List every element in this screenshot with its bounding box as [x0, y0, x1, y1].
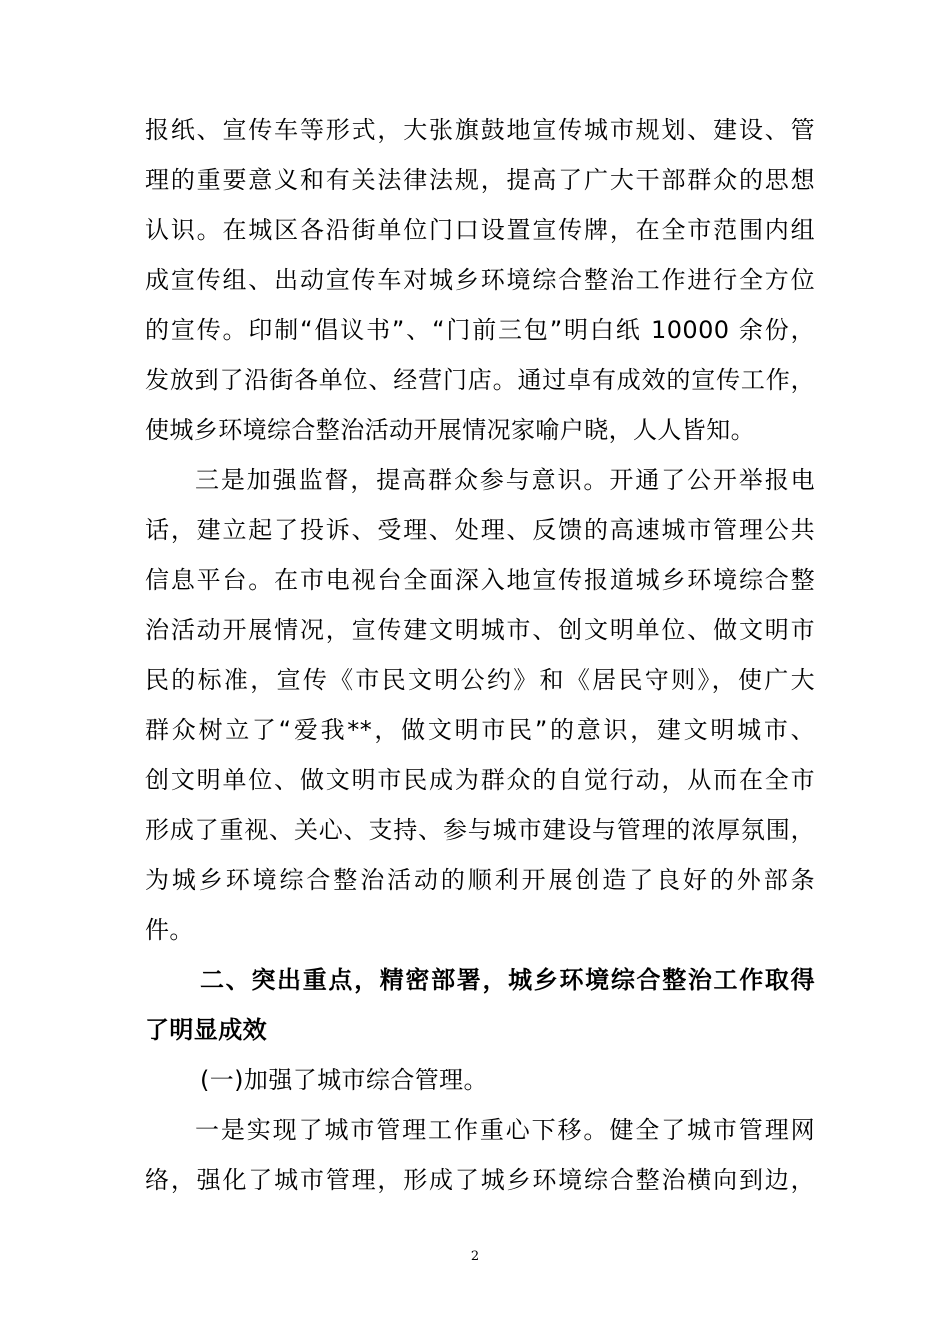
body-text-line: 报纸、宣传车等形式，大张旗鼓地宣传城市规划、建设、管	[145, 116, 815, 144]
body-text-line: 形成了重视、关心、支持、参与城市建设与管理的浓厚氛围，	[145, 816, 815, 844]
body-text-line: 治活动开展情况，宣传建文明城市、创文明单位、做文明市	[145, 616, 815, 644]
body-text-line: 认识。在城区各沿街单位门口设置宣传牌，在全市范围内组	[145, 216, 815, 244]
body-text-line: 成宣传组、出动宣传车对城乡环境综合整治工作进行全方位	[145, 266, 815, 294]
section-heading: 二、突出重点，精密部署，城乡环境综合整治工作取得	[200, 966, 815, 994]
body-text-line: 络，强化了城市管理，形成了城乡环境综合整治横向到边，	[145, 1166, 815, 1194]
body-text-line: 话，建立起了投诉、受理、处理、反馈的高速城市管理公共	[145, 516, 815, 544]
body-text-line: 民的标准，宣传《市民文明公约》和《居民守则》，使广大	[145, 666, 815, 694]
body-text-line: 的宣传。印制“倡议书”、“门前三包”明白纸 10000 余份，	[145, 316, 815, 344]
body-text-line: 使城乡环境综合整治活动开展情况家喻户晓，人人皆知。	[145, 416, 755, 444]
body-text-line: 发放到了沿街各单位、经营门店。通过卓有成效的宣传工作，	[145, 366, 815, 394]
subsection-heading: (一)加强了城市综合管理。	[200, 1066, 488, 1094]
body-text-line: 一是实现了城市管理工作重心下移。健全了城市管理网	[195, 1116, 815, 1144]
body-text-line: 为城乡环境综合整治活动的顺利开展创造了良好的外部条	[145, 866, 815, 894]
body-text-line: 理的重要意义和有关法律法规，提高了广大干部群众的思想	[145, 166, 815, 194]
page-number: 2	[470, 1249, 480, 1264]
body-text-line: 件。	[145, 916, 194, 944]
body-text-line: 信息平台。在市电视台全面深入地宣传报道城乡环境综合整	[145, 566, 815, 594]
section-heading: 了明显成效	[145, 1016, 267, 1044]
body-text-line: 三是加强监督，提高群众参与意识。开通了公开举报电	[195, 466, 815, 494]
body-text-line: 群众树立了“爱我**，做文明市民”的意识，建文明城市、	[145, 716, 815, 744]
body-text-line: 创文明单位、做文明市民成为群众的自觉行动，从而在全市	[145, 766, 815, 794]
